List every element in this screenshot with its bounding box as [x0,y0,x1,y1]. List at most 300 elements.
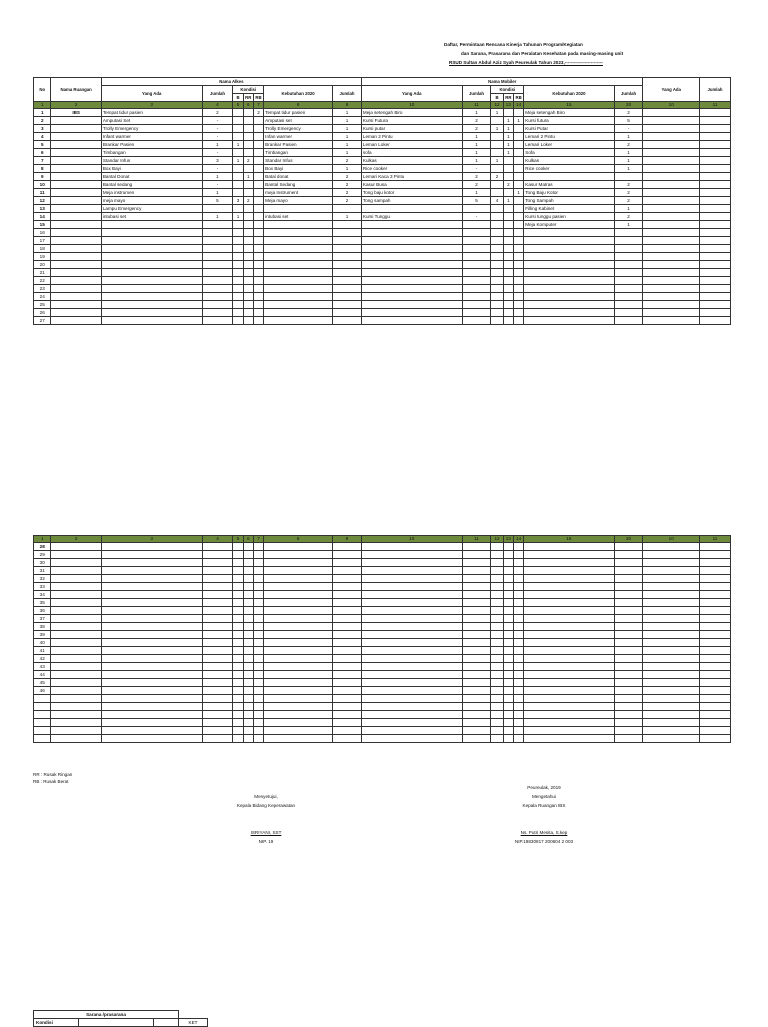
table-cell [513,269,523,277]
row-number: 17 [34,237,51,245]
table-cell [264,735,333,743]
table-cell [264,293,333,301]
col-jumlah-3-header: Jumlah [700,78,731,102]
table-cell [513,703,523,711]
table-row [34,623,731,631]
room-name [51,165,101,173]
table-cell [361,735,462,743]
column-number: 9 [333,102,362,109]
alkes-cond-rb [253,221,263,229]
table-cell [513,727,523,735]
alkes-cond-rr [243,141,253,149]
table-cell [700,317,731,325]
table-row [34,125,731,133]
table-cell [51,301,101,309]
alkes-qty: 1 [202,189,233,197]
table-cell [233,293,243,301]
table-cell [503,647,513,655]
alkes-item: Tempat tidur pasien [101,109,202,117]
table-cell [491,695,503,703]
table-cell [202,687,233,695]
table-cell [333,615,362,623]
mobiler-cond-rr: 1 [503,197,513,205]
table-row [34,173,731,181]
column-number: 10 [361,536,462,543]
alkes-need-qty: 1 [333,117,362,125]
table-cell [51,687,101,695]
alkes-cond-rr [243,181,253,189]
col-alkes-jumlah-header: Jumlah [202,86,233,102]
table-cell [503,261,513,269]
table-cell [462,607,491,615]
alkes-cond-b: 1 [233,213,243,221]
table-cell [101,631,202,639]
table-row [34,559,731,567]
table-row [34,245,731,253]
mobiler-item: Kulkas [361,157,462,165]
table-cell [333,695,362,703]
table-cell [524,261,614,269]
row-number: 43 [34,663,51,671]
table-cell [700,277,731,285]
table-cell [643,261,700,269]
table-cell [614,711,643,719]
table-cell [51,559,101,567]
table-cell [643,655,700,663]
table-cell [643,599,700,607]
table-cell [264,663,333,671]
table-cell [643,639,700,647]
mobiler-cond-b: 2 [491,173,503,181]
table-cell [253,631,263,639]
table-cell [333,253,362,261]
table-cell [614,703,643,711]
table-cell [253,639,263,647]
row-number: 14 [34,213,51,221]
table-cell [462,293,491,301]
table-cell [513,631,523,639]
table-cell [202,293,233,301]
table-cell [243,711,253,719]
mobiler-cond-b [491,141,503,149]
alkes-cond-rb [253,181,263,189]
table-cell [202,567,233,575]
table-cell [513,655,523,663]
table-row [34,109,731,117]
table-cell [524,301,614,309]
table-cell [361,269,462,277]
table-cell [462,261,491,269]
extra-jumlah [700,157,731,165]
table-cell [243,583,253,591]
table-cell [614,543,643,551]
table-cell [462,655,491,663]
table-cell [700,261,731,269]
table-row [34,293,731,301]
table-cell [524,229,614,237]
room-name [51,205,101,213]
table-cell [491,647,503,655]
mobiler-need-item: Rice cooker [524,165,614,173]
mobiler-cond-rb [513,125,523,133]
row-number: 36 [34,607,51,615]
table-cell [513,559,523,567]
table-cell [264,607,333,615]
table-cell [264,711,333,719]
table-cell [333,703,362,711]
table-row [34,141,731,149]
row-number: 40 [34,639,51,647]
table-cell [233,663,243,671]
table-cell [101,655,202,663]
mobiler-qty: 1 [462,133,491,141]
table-cell [643,277,700,285]
table-cell [243,703,253,711]
table-row [34,599,731,607]
alkes-cond-rr [243,117,253,125]
table-cell [333,317,362,325]
table-cell [101,679,202,687]
table-cell [233,687,243,695]
table-cell [253,551,263,559]
table-cell [643,269,700,277]
table-cell [524,647,614,655]
mobiler-cond-b [491,181,503,189]
table-cell [253,671,263,679]
table-cell [202,301,233,309]
table-cell [524,591,614,599]
table-cell [233,623,243,631]
table-cell [101,543,202,551]
row-number: 45 [34,679,51,687]
table-cell [333,631,362,639]
table-cell [643,711,700,719]
table-cell [491,719,503,727]
column-number: 10 [361,102,462,109]
row-number: 11 [34,189,51,197]
mobiler-cond-rr [503,213,513,221]
mobiler-item: Kursi Futura [361,117,462,125]
table-cell [462,679,491,687]
table-cell [51,269,101,277]
table-cell [253,317,263,325]
table-cell [333,719,362,727]
table-cell [51,671,101,679]
row-number: 19 [34,253,51,261]
column-number: 14 [513,102,523,109]
mobiler-item: Leman 2 Pintu [361,133,462,141]
mobiler-need-item: Lemari Loker [524,141,614,149]
table-cell [700,237,731,245]
table-cell [524,245,614,253]
table-cell [524,703,614,711]
table-cell [503,695,513,703]
table-cell [243,607,253,615]
table-cell [51,599,101,607]
table-cell [253,285,263,293]
row-number: 41 [34,647,51,655]
facility-summary-table [33,1010,208,1027]
row-number: 32 [34,575,51,583]
table-cell [333,623,362,631]
mobiler-cond-b: 1 [491,125,503,133]
table-cell [503,293,513,301]
table-cell [614,599,643,607]
table-cell [202,237,233,245]
table-cell [202,663,233,671]
table-cell [233,647,243,655]
extra-yang-ada [643,133,700,141]
table-cell [243,599,253,607]
table-cell [503,623,513,631]
table-cell [202,607,233,615]
row-number [34,703,51,711]
table-cell [333,583,362,591]
table-row [34,157,731,165]
alkes-need-qty: 2 [333,181,362,189]
table-cell [614,719,643,727]
table-cell [51,735,101,743]
table-cell [503,655,513,663]
col-mob-kebutuhan-header: Kebutuhan 2020 [524,86,614,102]
table-cell [699,599,730,607]
table-cell [700,301,731,309]
table-cell [243,719,253,727]
table-cell [333,607,362,615]
table-cell [243,623,253,631]
table-cell [233,277,243,285]
alkes-cond-rr [243,189,253,197]
row-number: 4 [34,133,51,141]
table-cell [503,615,513,623]
alkes-qty: - [202,165,233,173]
mobiler-cond-rr [503,109,513,117]
column-number: 4 [202,536,233,543]
table-cell [513,711,523,719]
mobiler-cond-b: 1 [491,109,503,117]
table-row [34,711,731,719]
table-row [34,543,731,551]
table-cell [101,727,202,735]
table-cell [253,269,263,277]
table-cell [253,623,263,631]
table-cell [462,647,491,655]
table-cell [243,727,253,735]
table-cell [614,695,643,703]
table-cell [462,559,491,567]
table-cell [202,277,233,285]
table-cell [524,623,614,631]
mobiler-cond-rr: 1 [503,117,513,125]
table-cell [361,567,462,575]
alkes-cond-b: 1 [233,157,243,165]
doc-title-line3: RSUD Sultan Abdul Aziz Syah Peureulak Tahun 2023,------------------------- [449,60,603,65]
column-number: 11 [462,536,491,543]
table-cell [253,237,263,245]
table-cell [333,301,362,309]
table-cell [202,309,233,317]
table-cell [614,583,643,591]
table-cell [361,711,462,719]
table-cell [333,567,362,575]
table-cell [643,663,700,671]
alkes-item [101,221,202,229]
table-cell [643,631,700,639]
table-cell [264,623,333,631]
alkes-qty: 2 [202,109,233,117]
mobiler-cond-rb [513,181,523,189]
alkes-cond-b [233,205,243,213]
room-name [51,125,101,133]
table-cell [253,703,263,711]
table-cell [333,647,362,655]
mobiler-cond-rb [513,197,523,205]
alkes-cond-rb [253,149,263,157]
table-cell [233,607,243,615]
row-number: 26 [34,309,51,317]
extra-yang-ada [643,117,700,125]
column-number: 15 [524,102,614,109]
room-name [51,141,101,149]
table-cell [202,735,233,743]
table-cell [202,261,233,269]
table-cell [462,735,491,743]
table-cell [503,591,513,599]
table-cell [253,293,263,301]
column-number: 2 [51,536,101,543]
table-cell [51,253,101,261]
table-cell [503,727,513,735]
row-number: 27 [34,317,51,325]
table-cell [51,727,101,735]
table-cell [101,551,202,559]
table-cell [101,229,202,237]
mobiler-need-item: Kulkas [524,157,614,165]
alkes-need-item [264,221,333,229]
table-cell [243,245,253,253]
table-row [34,237,731,245]
table-cell [699,735,730,743]
right-approval-role: Kepala Ruangan IBS [522,803,566,808]
table-cell [51,679,101,687]
room-name: IBS [51,109,101,117]
table-cell [101,301,202,309]
table-cell [233,261,243,269]
mobiler-need-qty: 1 [614,165,643,173]
table-cell [699,591,730,599]
table-cell [491,599,503,607]
alkes-item: intubasi set [101,213,202,221]
alkes-cond-b: 3 [233,197,243,205]
table-cell [614,269,643,277]
row-number: 39 [34,631,51,639]
table-cell [101,663,202,671]
mobiler-need-item: Kursi tunggu pasien [524,213,614,221]
table-cell [361,647,462,655]
table-cell [243,655,253,663]
mobiler-need-item: Meja setengah Biro [524,109,614,117]
alkes-cond-rb [253,197,263,205]
table-cell [524,663,614,671]
table-cell [253,253,263,261]
table-row [34,165,731,173]
mobiler-need-qty [614,173,643,181]
table-cell [524,285,614,293]
mobiler-cond-b [491,221,503,229]
table-cell [513,615,523,623]
table-cell [264,559,333,567]
table-cell [503,711,513,719]
table-cell [513,679,523,687]
table-cell [333,543,362,551]
table-cell [243,575,253,583]
extra-jumlah [700,197,731,205]
table-cell [491,245,503,253]
table-row [34,687,731,695]
table-cell [513,607,523,615]
table-cell [101,253,202,261]
mobiler-item: Leman Loker [361,141,462,149]
column-number: 6 [243,102,253,109]
table-cell [233,551,243,559]
table-cell [524,719,614,727]
table-cell [503,703,513,711]
table-row [34,261,731,269]
table-row [34,567,731,575]
table-cell [462,253,491,261]
mobiler-need-qty: 2 [614,213,643,221]
table-cell [462,703,491,711]
alkes-qty: 5 [202,197,233,205]
table-cell [491,551,503,559]
column-number: 8 [264,536,333,543]
table-cell [614,559,643,567]
table-cell [503,229,513,237]
table-cell [491,727,503,735]
alkes-need-item: Trolly Emergency [264,125,333,133]
table-cell [51,277,101,285]
table-cell [51,309,101,317]
alkes-qty: - [202,133,233,141]
mobiler-need-item: Tong Sampah [524,197,614,205]
table-cell [264,237,333,245]
table-cell [524,631,614,639]
table-cell [614,301,643,309]
table-cell [202,229,233,237]
table-cell [264,703,333,711]
table-cell [524,711,614,719]
extra-jumlah [700,125,731,133]
table-cell [462,719,491,727]
alkes-need-qty: 2 [333,189,362,197]
table-cell [333,655,362,663]
alkes-cond-rr [243,221,253,229]
alkes-item: Brankar Pasien [101,141,202,149]
table-cell [491,623,503,631]
row-number: 28 [34,543,51,551]
table-cell [253,261,263,269]
table-cell [233,285,243,293]
table-cell [699,631,730,639]
table-cell [513,575,523,583]
table-cell [462,309,491,317]
table-cell [643,695,700,703]
alkes-item: Meja instrumen [101,189,202,197]
table-cell [699,703,730,711]
mobiler-cond-b [491,165,503,173]
row-number: 16 [34,229,51,237]
table-cell [253,229,263,237]
